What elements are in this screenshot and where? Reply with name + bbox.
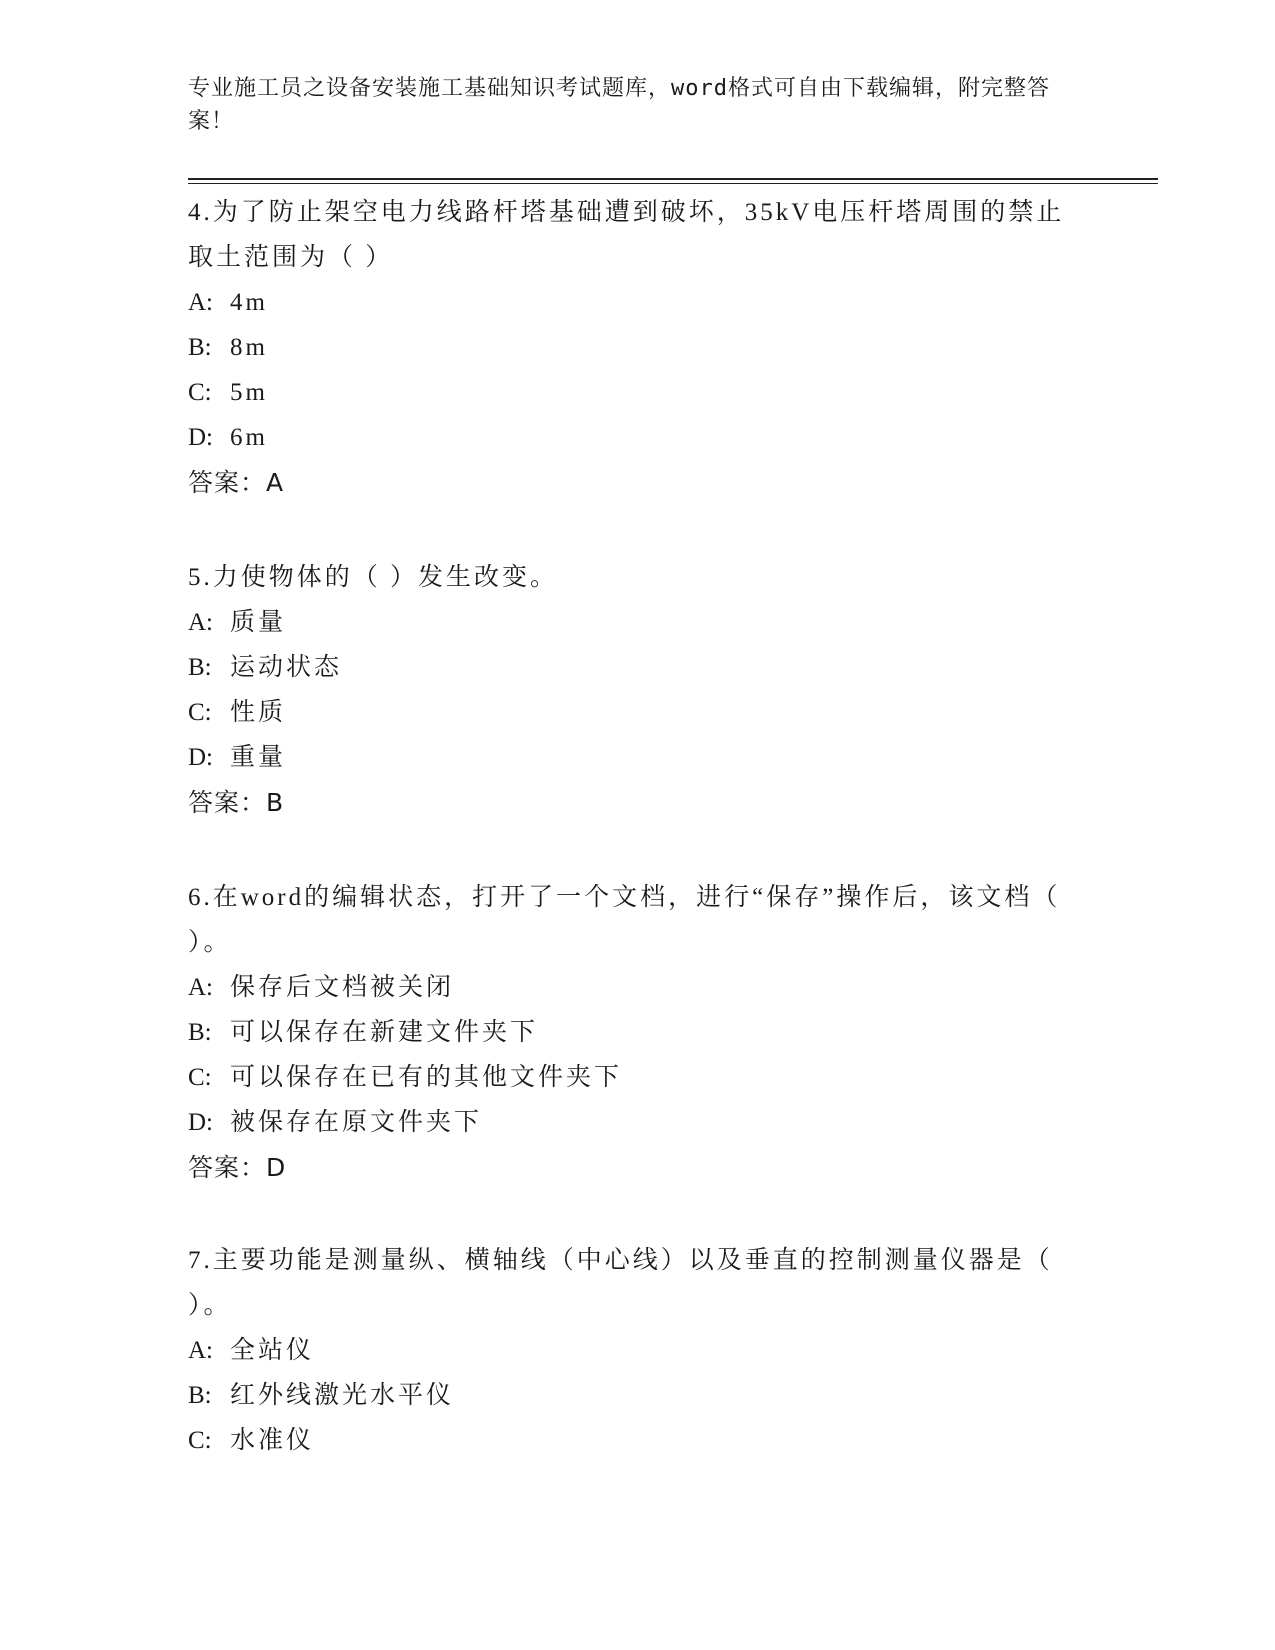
question-7 (188, 1238, 1068, 1463)
option-key: C: (188, 379, 212, 406)
answer: 答案：A (188, 468, 285, 497)
option-c (188, 1418, 1068, 1463)
option-text: 质量 (230, 609, 287, 636)
question-6 (188, 875, 1068, 1190)
option-text: 运动状态 (230, 654, 343, 681)
option-key: C: (188, 699, 212, 726)
question-4 (188, 190, 1068, 505)
option-text: 红外线激光水平仪 (230, 1382, 455, 1409)
option-text: 被保存在原文件夹下 (230, 1109, 483, 1136)
option-key: B: (188, 1019, 212, 1046)
option-c (188, 1055, 1068, 1100)
option-a (188, 965, 1068, 1010)
option-d (188, 735, 1068, 780)
option-a (188, 280, 1068, 325)
option-a (188, 1328, 1068, 1373)
question-stem: 7.主要功能是测量纵、横轴线（中心线）以及垂直的控制测量仪器是（ ）。 (188, 1247, 1053, 1319)
option-d (188, 1100, 1068, 1145)
option-key: C: (188, 1427, 212, 1454)
document-header: 专业施工员之设备安装施工基础知识考试题库，word格式可自由下载编辑，附完整答案！ (188, 76, 1050, 134)
option-text: 全站仪 (230, 1337, 315, 1364)
option-key: B: (188, 654, 212, 681)
option-text: 水准仪 (230, 1427, 315, 1454)
option-key: D: (188, 424, 213, 451)
option-text: 保存后文档被关闭 (230, 974, 455, 1001)
option-d (188, 415, 1068, 460)
question-stem: 4.为了防止架空电力线路杆塔基础遭到破坏，35kV电压杆塔周围的禁止取土范围为（ ） (188, 199, 1065, 271)
option-text: 4m (230, 289, 268, 316)
question-5 (188, 555, 1068, 825)
option-key: A: (188, 289, 213, 316)
option-b (188, 325, 1068, 370)
option-key: B: (188, 1382, 212, 1409)
option-c (188, 690, 1068, 735)
question-stem: 6.在word的编辑状态，打开了一个文档，进行“保存”操作后，该文档（ ）。 (188, 884, 1061, 956)
option-text: 8m (230, 334, 268, 361)
header-divider-thin (188, 183, 1158, 184)
option-key: A: (188, 974, 213, 1001)
option-key: A: (188, 609, 213, 636)
answer: 答案：D (188, 1153, 287, 1182)
question-stem: 5.力使物体的（ ）发生改变。 (188, 564, 559, 591)
option-key: D: (188, 1109, 213, 1136)
option-text: 可以保存在已有的其他文件夹下 (230, 1064, 623, 1091)
option-key: D: (188, 744, 213, 771)
option-text: 6m (230, 424, 268, 451)
option-key: C: (188, 1064, 212, 1091)
option-text: 重量 (230, 744, 287, 771)
option-key: B: (188, 334, 212, 361)
option-text: 可以保存在新建文件夹下 (230, 1019, 539, 1046)
option-b (188, 645, 1068, 690)
option-a (188, 600, 1068, 645)
option-text: 性质 (230, 699, 287, 726)
option-key: A: (188, 1337, 213, 1364)
option-b (188, 1010, 1068, 1055)
header-divider (188, 178, 1158, 180)
option-text: 5m (230, 379, 268, 406)
answer: 答案：B (188, 788, 285, 817)
option-b (188, 1373, 1068, 1418)
option-c (188, 370, 1068, 415)
